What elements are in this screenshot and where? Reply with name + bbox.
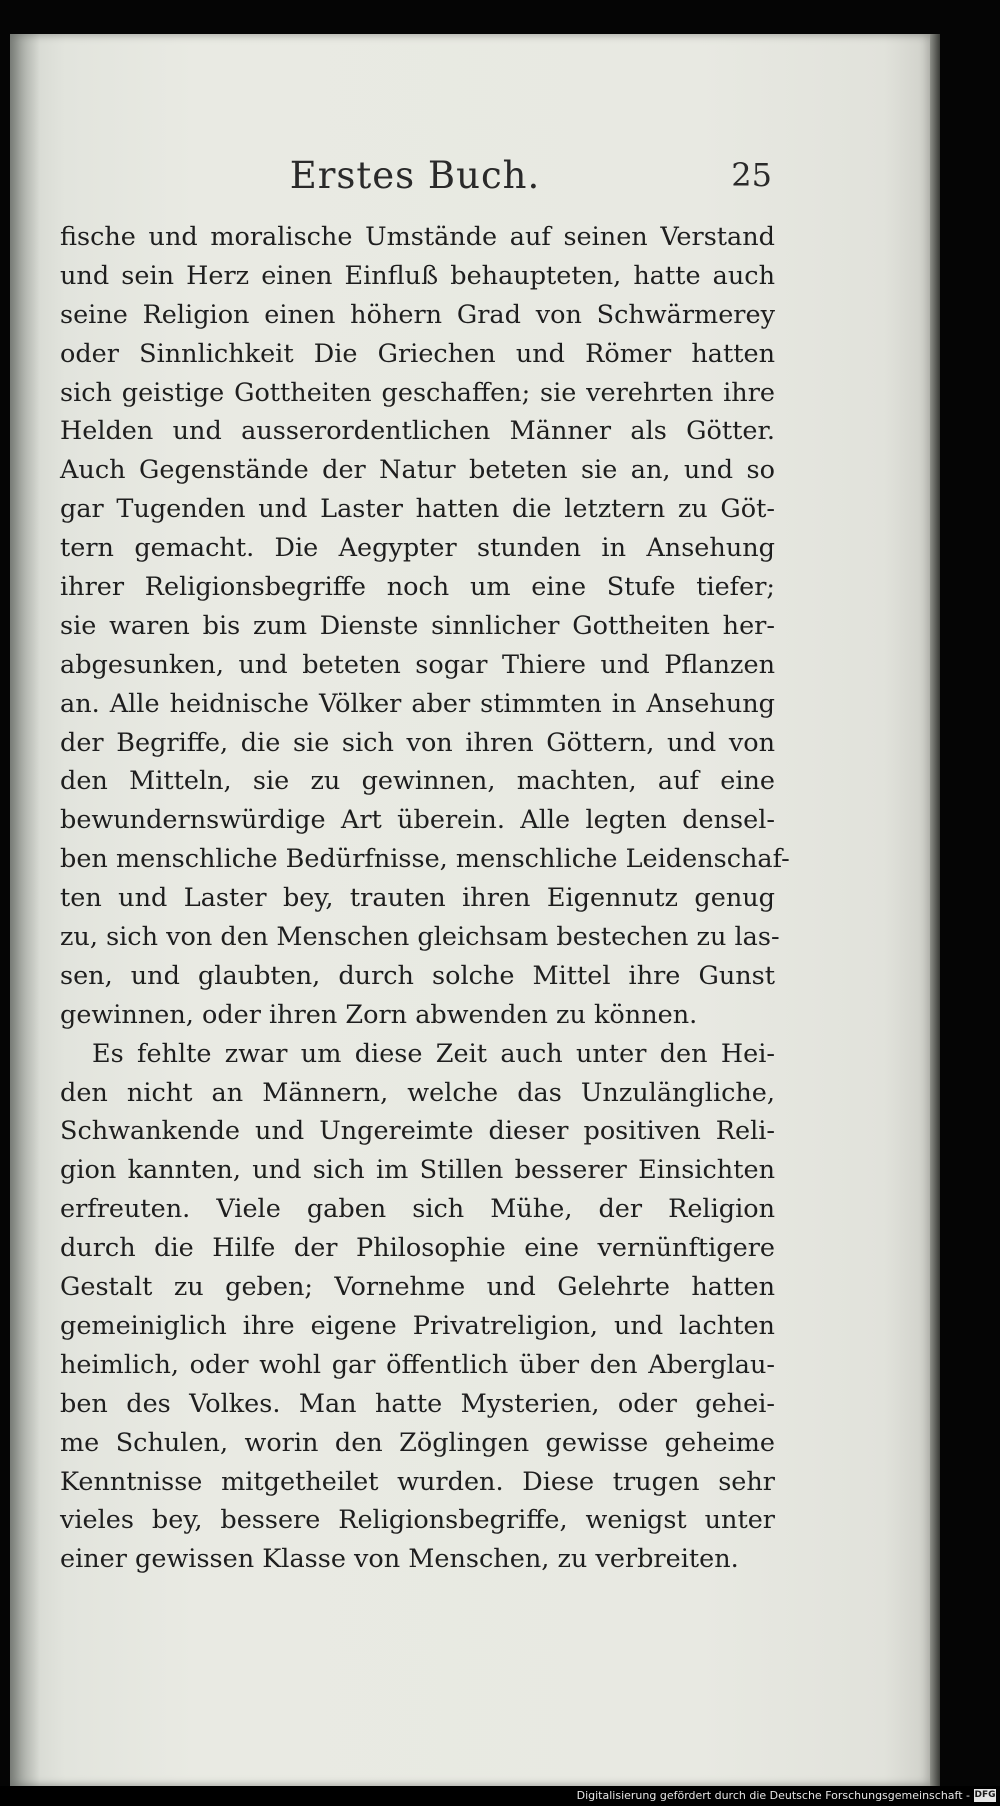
text-line: und sein Herz einen Einfluß behaupteten, hatte auch	[60, 260, 775, 291]
running-title: Erstes Buch.	[289, 154, 541, 197]
text-line: sie waren bis zum Dienste sinnlicher Gottheiten her-	[60, 610, 775, 641]
text-line: vieles bey, bessere Religionsbegriffe, wenigst unter	[60, 1505, 775, 1536]
text-line: ben menschliche Bedürfnisse, menschliche Leidenschaf-	[60, 844, 790, 875]
text-line: gemeiniglich ihre eigene Privatreligion, und lachten	[60, 1310, 775, 1341]
page-edge	[930, 34, 940, 1786]
dfg-logo: DFG	[974, 1790, 996, 1800]
text-line: Gestalt zu geben; Vornehme und Gelehrte hatten	[60, 1272, 775, 1303]
text-line: sen, und glaubten, durch solche Mittel ihre Gunst	[60, 960, 775, 991]
text-line: gewinnen, oder ihren Zorn abwenden zu können.	[60, 999, 698, 1030]
text-line: zu, sich von den Menschen gleichsam bestechen zu las-	[60, 922, 780, 953]
text-line: durch die Hilfe der Philosophie eine vernünftigere	[60, 1233, 775, 1264]
text-line: erfreuten. Viele gaben sich Mühe, der Religion	[60, 1194, 775, 1225]
text-line: ihrer Religionsbegriffe noch um eine Stufe tiefer;	[60, 572, 775, 603]
text-line: Kenntnisse mitgetheilet wurden. Diese trugen sehr	[60, 1466, 775, 1497]
text-line: bewundernswürdige Art überein. Alle legten densel-	[60, 805, 775, 836]
text-line: ben des Volkes. Man hatte Mysterien, oder gehei-	[60, 1388, 775, 1419]
text-line: den Mitteln, sie zu gewinnen, machten, auf eine	[60, 766, 775, 797]
text-line: einer gewissen Klasse von Menschen, zu verbreiten.	[60, 1544, 739, 1575]
text-line: ten und Laster bey, trauten ihren Eigennutz genug	[60, 883, 775, 914]
body-text	[60, 218, 790, 1579]
text-line: oder Sinnlichkeit Die Griechen und Römer hatten	[60, 338, 775, 369]
text-line: seine Religion einen höhern Grad von Schwärmerey	[60, 299, 775, 330]
text-line: Helden und ausserordentlichen Männer als Götter.	[60, 416, 775, 447]
page-header	[60, 150, 770, 200]
text-line: me Schulen, worin den Zöglingen gewisse geheime	[60, 1427, 775, 1458]
text-line: fische und moralische Umstände auf seinen Verstand	[60, 222, 775, 252]
page-number: 25	[731, 156, 772, 194]
text-line: gion kannten, und sich im Stillen besserer Einsichten	[60, 1155, 775, 1186]
text-line: den nicht an Männern, welche das Unzulängliche,	[60, 1077, 775, 1108]
text-line: heimlich, oder wohl gar öffentlich über den Aberglau-	[60, 1349, 775, 1380]
text-line: tern gemacht. Die Aegypter stunden in Ansehung	[60, 533, 775, 564]
text-line: Auch Gegenstände der Natur beteten sie an, und so	[60, 455, 775, 486]
text-line: abgesunken, und beteten sogar Thiere und Pflanzen	[60, 649, 775, 680]
text-line: Schwankende und Ungereimte dieser positiven Reli-	[60, 1116, 775, 1147]
text-line: der Begriffe, die sie sich von ihren Göttern, und von	[60, 727, 775, 758]
text-line: sich geistige Gottheiten geschaffen; sie verehrten ihre	[60, 377, 775, 408]
binding-shadow	[10, 34, 40, 1786]
digitization-credit: Digitalisierung gefördert durch die Deutsche Forschungsgemeinschaft -	[576, 1789, 970, 1802]
text-line: gar Tugenden und Laster hatten die letztern zu Göt-	[60, 494, 775, 525]
text-line: Es fehlte zwar um diese Zeit auch unter den Hei-	[92, 1038, 775, 1069]
text-line: an. Alle heidnische Völker aber stimmten in Ansehung	[60, 688, 775, 719]
